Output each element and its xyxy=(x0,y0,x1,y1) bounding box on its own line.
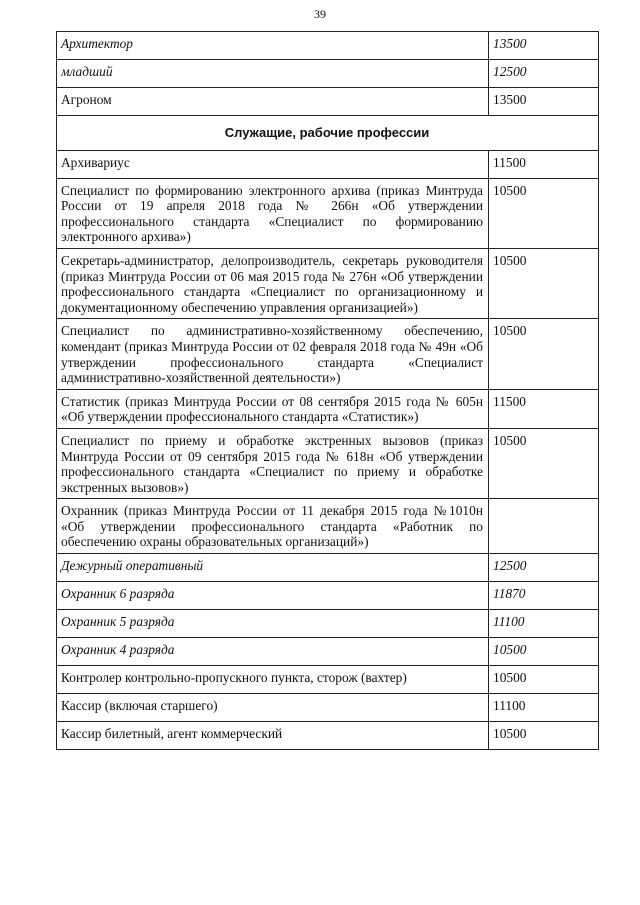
salary-value-cell xyxy=(489,499,599,554)
salary-value-cell: 12500 xyxy=(489,60,599,88)
salary-value-cell: 10500 xyxy=(489,666,599,694)
table-row xyxy=(57,150,599,178)
table-row xyxy=(57,248,599,318)
position-name-cell: Кассир билетный, агент коммерческий xyxy=(57,722,489,750)
table-row xyxy=(57,60,599,88)
table-row xyxy=(57,610,599,638)
table-row xyxy=(57,389,599,428)
position-name-cell: Специалист по формированию электронного архива (приказ Минтруда России от 19 апреля 2018 года № 266н «Об утверждении профессионального стандарта «Специалист по формированию электронного архива») xyxy=(57,178,489,248)
salary-value-cell: 11100 xyxy=(489,694,599,722)
table-row xyxy=(57,582,599,610)
page-number: 39 xyxy=(314,7,326,21)
position-name-cell: Охранник 6 разряда xyxy=(57,582,489,610)
table-row xyxy=(57,428,599,498)
section-title: Служащие, рабочие профессии xyxy=(57,116,599,151)
table-row xyxy=(57,554,599,582)
table-main-rows xyxy=(57,150,599,749)
position-name-cell: Охранник 5 разряда xyxy=(57,610,489,638)
table-row xyxy=(57,666,599,694)
position-name-cell: Кассир (включая старшего) xyxy=(57,694,489,722)
salary-value-cell: 13500 xyxy=(489,32,599,60)
table-row xyxy=(57,32,599,60)
position-name-cell: Архивариус xyxy=(57,150,489,178)
salary-table xyxy=(56,31,599,750)
salary-value-cell: 10500 xyxy=(489,428,599,498)
salary-value-cell: 10500 xyxy=(489,722,599,750)
position-name-cell: Секретарь-администратор, делопроизводитель, секретарь руководителя (приказ Минтруда России от 06 мая 2015 года № 276н «Об утверждении профессионального стандарта «Специалист по организационному и документационному обеспечению управления организацией») xyxy=(57,248,489,318)
salary-value-cell: 10500 xyxy=(489,248,599,318)
salary-value-cell: 11100 xyxy=(489,610,599,638)
table-row xyxy=(57,638,599,666)
position-name-cell: Архитектор xyxy=(57,32,489,60)
position-name-cell: Охранник (приказ Минтруда России от 11 декабря 2015 года №1010н «Об утверждении профессионального стандарта «Работник по обеспечению охраны образовательных организаций») xyxy=(57,499,489,554)
salary-value-cell: 11500 xyxy=(489,389,599,428)
salary-value-cell: 12500 xyxy=(489,554,599,582)
salary-value-cell: 10500 xyxy=(489,319,599,389)
table-row xyxy=(57,319,599,389)
salary-value-cell: 11870 xyxy=(489,582,599,610)
position-name-cell: Статистик (приказ Минтруда России от 08 сентября 2015 года № 605н «Об утверждении профессионального стандарта «Статистик») xyxy=(57,389,489,428)
position-name-cell: Контролер контрольно-пропускного пункта, сторож (вахтер) xyxy=(57,666,489,694)
position-name-cell: Агроном xyxy=(57,88,489,116)
salary-value-cell: 10500 xyxy=(489,178,599,248)
position-name-cell: Специалист по административно-хозяйственному обеспечению, комендант (приказ Минтруда России от 02 февраля 2018 года № 49н «Об утверждении профессионального стандарта «Специалист административно-хозяйственной деятельности») xyxy=(57,319,489,389)
salary-value-cell: 11500 xyxy=(489,150,599,178)
salary-value-cell: 13500 xyxy=(489,88,599,116)
position-name-cell: младший xyxy=(57,60,489,88)
position-name-cell: Дежурный оперативный xyxy=(57,554,489,582)
table-top-rows xyxy=(57,32,599,116)
table-row xyxy=(57,694,599,722)
section-header-group xyxy=(57,116,599,151)
table-row xyxy=(57,499,599,554)
table-row xyxy=(57,88,599,116)
position-name-cell: Охранник 4 разряда xyxy=(57,638,489,666)
section-header-row xyxy=(57,116,599,151)
salary-value-cell: 10500 xyxy=(489,638,599,666)
table-row xyxy=(57,178,599,248)
table-row xyxy=(57,722,599,750)
position-name-cell: Специалист по приему и обработке экстренных вызовов (приказ Минтруда России от 09 сентября 2015 года № 618н «Об утверждении профессионального стандарта «Специалист по приему и обработке экстренных вызовов») xyxy=(57,428,489,498)
